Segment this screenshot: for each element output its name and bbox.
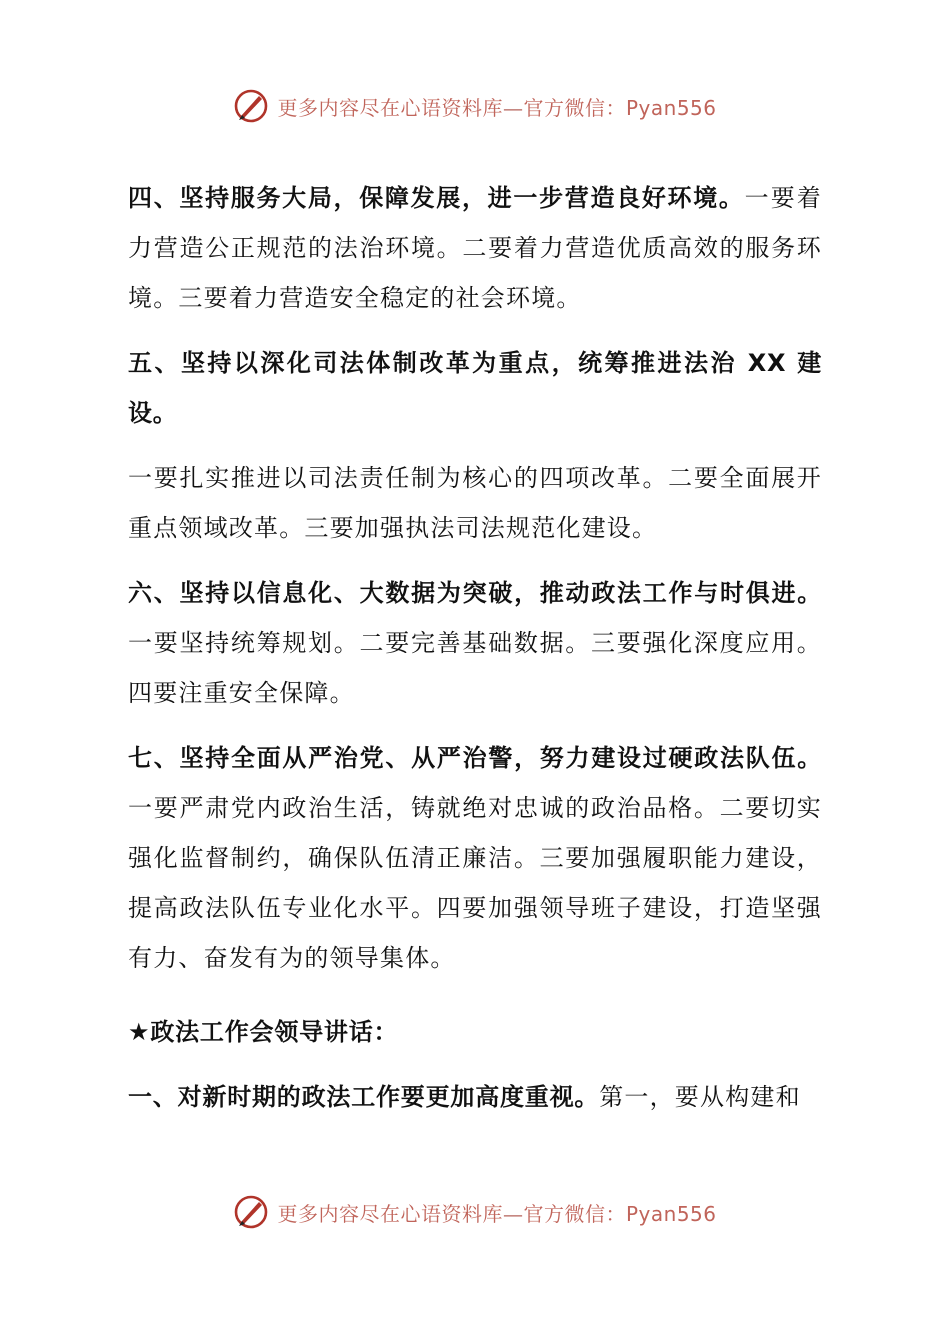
paragraph-heading: 一、对新时期的政法工作要更加高度重视。 [128, 1083, 600, 1111]
paragraph-heading: 五、坚持以深化司法体制改革为重点，统筹推进法治 XX 建设。 [128, 349, 822, 427]
watermark-header [0, 84, 950, 128]
pen-logo-icon [233, 1194, 269, 1230]
paragraph-text: 一要严肃党内政治生活，铸就绝对忠诚的政治品格。二要切实强化监督制约，确保队伍清正廉洁。三要加强履职能力建设，提高政法队伍专业化水平。四要加强领导班子建设，打造坚强有力、奋发有为的领导集体。 [128, 794, 822, 972]
paragraph-6 [128, 568, 822, 718]
paragraph-4 [128, 173, 822, 323]
section-title [128, 1007, 822, 1057]
paragraph-text: 一要着力营造公正规范的法治环境。二要着力营造优质高效的服务环境。三要着力营造安全稳定的社会环境。 [128, 184, 822, 312]
paragraph-1 [128, 1072, 822, 1122]
paragraph-heading: 六、坚持以信息化、大数据为突破，推动政法工作与时俱进。 [128, 579, 822, 607]
paragraph-5 [128, 338, 822, 438]
paragraph-text: 一要扎实推进以司法责任制为核心的四项改革。二要全面展开重点领域改革。三要加强执法司法规范化建设。 [128, 464, 822, 542]
paragraph-heading: 四、坚持服务大局，保障发展，进一步营造良好环境。 [128, 184, 745, 212]
paragraph-7 [128, 733, 822, 983]
watermark-footer [0, 1190, 950, 1234]
pen-logo-icon [233, 88, 269, 124]
watermark-text: 更多内容尽在心语资料库—官方微信：Pyan556 [277, 1201, 717, 1226]
paragraph-heading: 七、坚持全面从严治党、从严治警，努力建设过硬政法队伍。 [128, 744, 822, 772]
document-body [128, 173, 822, 1122]
paragraph-5-body [128, 453, 822, 553]
section-heading: ★政法工作会领导讲话： [128, 1018, 399, 1046]
watermark-text: 更多内容尽在心语资料库—官方微信：Pyan556 [277, 95, 717, 120]
paragraph-text: 一要坚持统筹规划。二要完善基础数据。三要强化深度应用。四要注重安全保障。 [128, 629, 822, 707]
paragraph-text: 第一，要从构建和 [599, 1083, 801, 1111]
